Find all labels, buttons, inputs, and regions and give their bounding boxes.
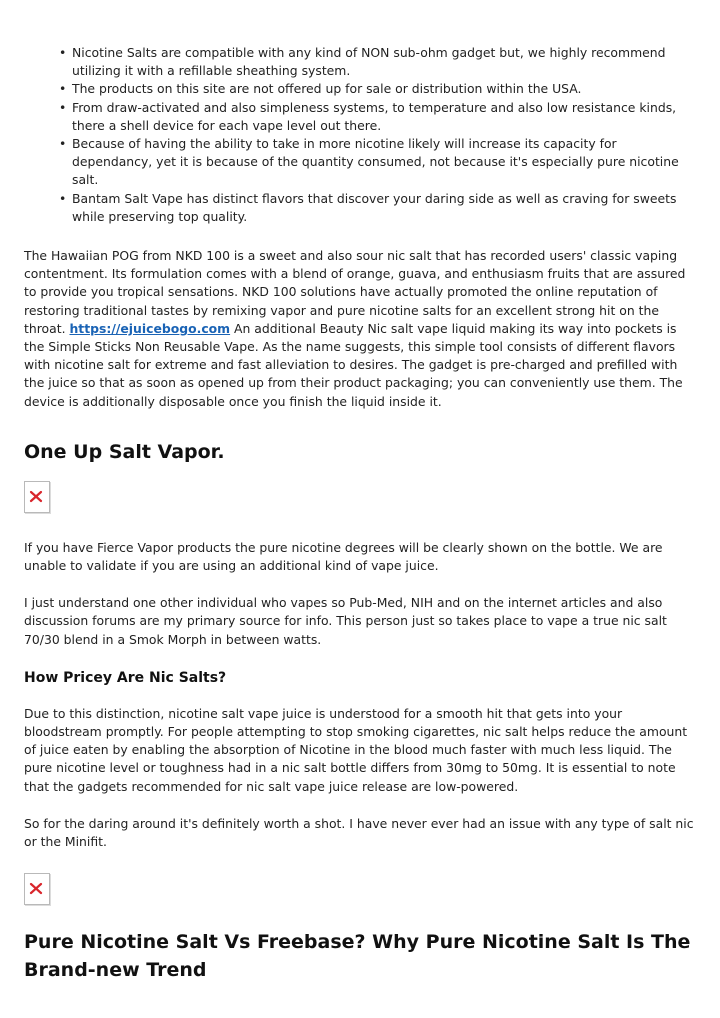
section-heading: One Up Salt Vapor.: [24, 440, 225, 463]
list-item: • Bantam Salt Vape has distinct flavors that discover your daring side as well as craving for sweets while preserving top quality.: [72, 190, 696, 226]
broken-image-icon: [24, 873, 50, 905]
list-item: • From draw-activated and also simpleness systems, to temperature and also low resistance kinds, there a shell device for each vape level out there.: [72, 99, 696, 135]
list-item: • The products on this site are not offered up for sale or distribution within the USA.: [72, 80, 696, 98]
paragraph-text: An additional Beauty Nic salt vape liquid making its way into pockets is the Simple Sticks Non Reusable Vape. As the name suggests, this simple tool consists of different flavors with nicotine salt for extreme and fast alleviation to desires. The gadget is pre-charged and prefilled with the juice so that as soon as opened up from their product packaging; you can conveniently use them. The device is additionally disposable once you finish the liquid inside it.: [24, 320, 683, 409]
broken-image-icon: [24, 481, 50, 513]
list-item: • Because of having the ability to take in more nicotine likely will increase its capacity for dependancy, yet it is because of the quantity consumed, not because it's especially pure nicotine salt.: [72, 135, 696, 190]
list-item: • Nicotine Salts are compatible with any kind of NON sub-ohm gadget but, we highly recommend utilizing it with a refillable sheathing system.: [72, 44, 696, 80]
paragraph: If you have Fierce Vapor products the pure nicotine degrees will be clearly shown on the bottle. We are unable to validate if you are using an additional kind of vape juice.: [24, 539, 663, 574]
paragraph: I just understand one other individual who vapes so Pub-Med, NIH and on the internet articles and also discussion forums are my primary source for info. This person just so takes place to vape a true nic salt 70/30 blend in a Smok Morph in between watts.: [24, 595, 667, 647]
paragraph-hawaiian-pog: [24, 247, 696, 411]
subsection-heading: How Pricey Are Nic Salts?: [24, 669, 227, 686]
close-x-icon: [29, 882, 43, 895]
paragraph: So for the daring around it's definitely worth a shot. I have never ever had an issue with any type of salt nic or the Minifit.: [24, 815, 694, 850]
ejuicebogo-link[interactable]: https://ejuicebogo.com: [69, 320, 231, 336]
close-x-icon: [29, 490, 43, 503]
section-heading: Pure Nicotine Salt Vs Freebase? Why Pure Nicotine Salt Is The Brand-new Trend: [24, 931, 691, 982]
paragraph-text: The Hawaiian POG from NKD 100 is a sweet and also sour nic salt that has recorded users' classic vaping contentment. Its formulation comes with a blend of orange, guava, and enthusiasm fruits that are assured to provide you tropical sensations. NKD 100 solutions have actually promoted the online reputation of restoring traditional tastes by remixing vapor and pure nicotine salts for an excellent strong hit on the throat.: [24, 248, 686, 336]
paragraph: Due to this distinction, nicotine salt vape juice is understood for a smooth hit that gets into your bloodstream promptly. For people attempting to stop smoking cigarettes, nic salt helps reduce the amount of juice eaten by enabling the absorption of Nicotine in the blood much faster with much less liquid. The pure nicotine level or toughness had in a nic salt bottle differs from 30mg to 50mg. It is essential to note that the gadgets recommended for nic salt vape juice release are low-powered.: [24, 705, 688, 794]
bullet-list: [24, 0, 696, 226]
